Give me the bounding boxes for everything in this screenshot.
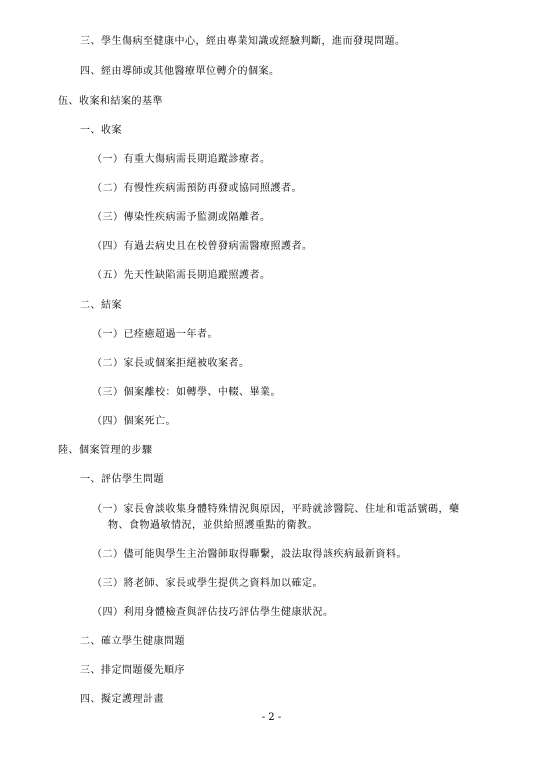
list-item-continuation: 物、食物過敏情況，並供給照護重點的衛教。	[108, 520, 318, 531]
text-line: 四、經由導師或其他醫療單位轉介的個案。	[80, 66, 280, 77]
list-item: （三）傳染性疾病需予監測或隔離者。	[92, 212, 271, 223]
subsection-heading: 二、結案	[80, 300, 122, 311]
list-item: （五）先天性缺陷需長期追蹤照護者。	[92, 270, 271, 281]
list-item: （四）有過去病史且在校曾發病需醫療照護者。	[92, 241, 313, 252]
subsection-heading: 一、評估學生問題	[80, 474, 164, 485]
list-item: （二）家長或個案拒絕被收案者。	[92, 358, 250, 369]
list-item: （二）有慢性疾病需預防再發或協同照護者。	[92, 183, 302, 194]
subsection-heading: 四、擬定護理計畫	[80, 694, 164, 705]
list-item: （三）個案離校：如轉學、中輟、畢業。	[92, 387, 281, 398]
list-item: （三）將老師、家長或學生提供之資料加以確定。	[92, 578, 323, 589]
subsection-heading: 三、排定問題優先順序	[80, 665, 185, 676]
section-heading: 陸、個案管理的步驟	[58, 445, 153, 456]
list-item: （四）利用身體檢查與評估技巧評估學生健康狀況。	[92, 607, 334, 618]
subsection-heading: 一、收案	[80, 125, 122, 136]
list-item: （一）有重大傷病需長期追蹤診療者。	[92, 154, 271, 165]
subsection-heading: 二、確立學生健康問題	[80, 636, 185, 647]
section-heading: 伍、收案和結案的基準	[58, 96, 163, 107]
list-item: （二）儘可能與學生主治醫師取得聯繫，設法取得該疾病最新資料。	[92, 549, 407, 560]
list-item: （一）已痊癒超過一年者。	[92, 329, 218, 340]
list-item: （一）家長會談收集身體特殊情況與原因，平時就診醫院、住址和電話號碼，藥	[92, 504, 460, 515]
list-item: （四）個案死亡。	[92, 416, 176, 427]
text-line: 三、學生傷病至健康中心，經由專業知識或經驗判斷，進而發現問題。	[80, 36, 406, 47]
page-number: - 2 -	[261, 712, 282, 723]
